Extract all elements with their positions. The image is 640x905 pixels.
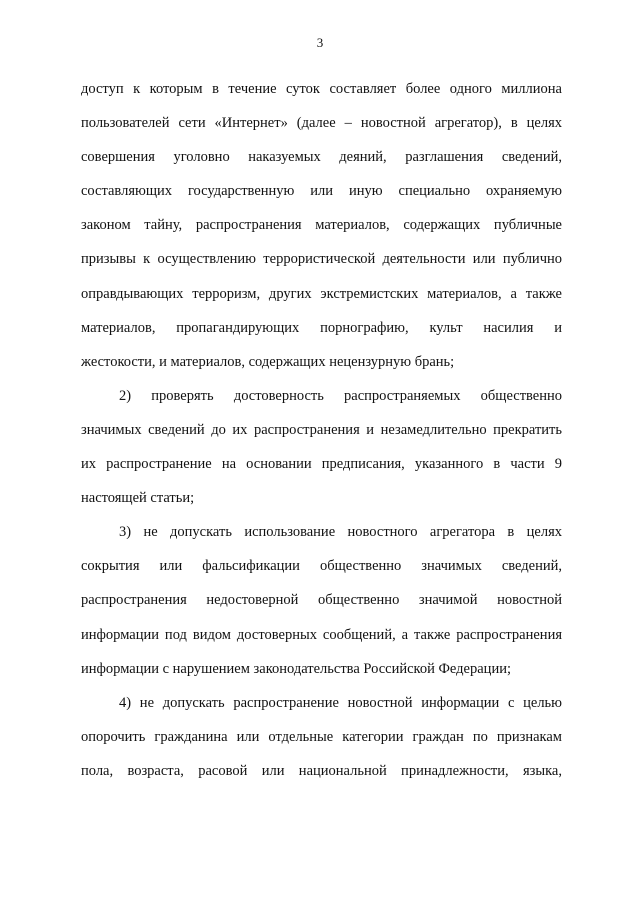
page-number: 3 (316, 35, 324, 50)
text-line: 4) не допускать распространение новостной информации с целью (119, 694, 562, 711)
text-line: информации под видом достоверных сообщений, а также распространения (81, 626, 562, 643)
text-line: пользователей сети «Интернет» (далее – новостной агрегатор), в целях (81, 115, 562, 132)
text-line: сокрытия или фальсификации общественно значимых сведений, (81, 558, 562, 575)
text-line: их распространение на основании предписания, указанного в части 9 (81, 456, 562, 473)
document-body (81, 72, 562, 788)
text-line: опорочить гражданина или отдельные категории граждан по признакам (81, 728, 562, 745)
text-line: материалов, пропагандирующих порнографию, культ насилия и (81, 319, 562, 336)
text-line: значимых сведений до их распространения и незамедлительно прекратить (81, 421, 562, 438)
text-line: законом тайну, распространения материалов, содержащих публичные (81, 217, 562, 234)
text-line: жестокости, и материалов, содержащих нецензурную брань; (81, 353, 455, 370)
text-line: пола, возраста, расовой или национальной принадлежности, языка, (81, 762, 562, 779)
text-line: распространения недостоверной общественно значимой новостной (81, 592, 562, 609)
text-line: настоящей статьи; (81, 490, 195, 507)
text-line: 2) проверять достоверность распространяемых общественно (119, 387, 562, 404)
text-line: информации с нарушением законодательства Российской Федерации; (81, 660, 511, 677)
text-line: составляющих государственную или иную специально охраняемую (81, 183, 562, 200)
text-line: оправдывающих терроризм, других экстремистских материалов, а также (81, 285, 562, 302)
text-line: призывы к осуществлению террористической деятельности или публично (81, 251, 562, 268)
text-line: совершения уголовно наказуемых деяний, разглашения сведений, (81, 149, 562, 166)
text-line: доступ к которым в течение суток составляет более одного миллиона (81, 81, 562, 97)
text-line: 3) не допускать использование новостного агрегатора в целях (119, 524, 562, 541)
